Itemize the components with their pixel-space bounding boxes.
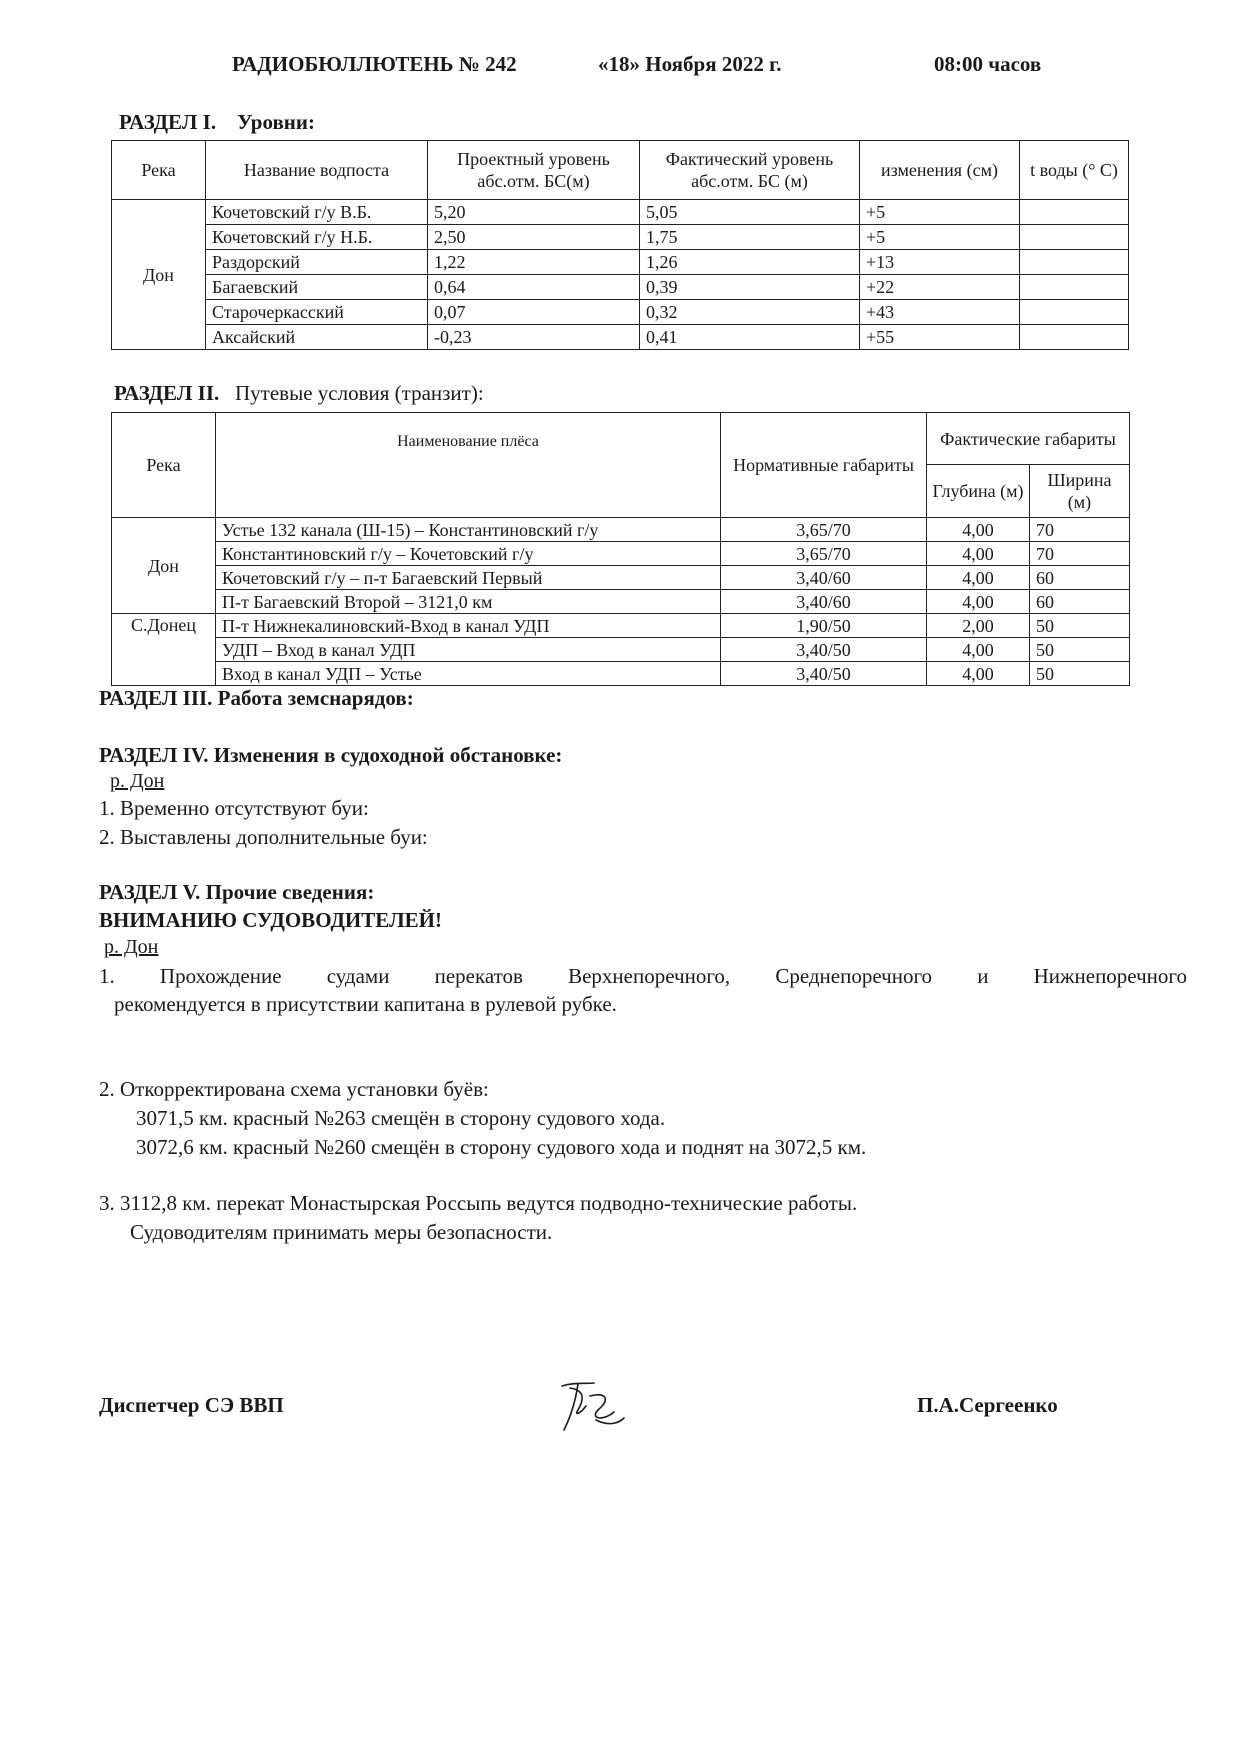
section2-title: РАЗДЕЛ II. Путевые условия (транзит): <box>114 381 484 405</box>
table-row: Раздорский 1,22 1,26 +13 <box>112 250 1129 275</box>
table-row: Дон Устье 132 канала (Ш-15) – Константиновский г/у 3,65/70 4,00 70 <box>112 518 1130 542</box>
col-design-level: Проектный уровень абс.отм. БС(м) <box>428 141 640 200</box>
notice-item-1: 1. Прохождение судами перекатов Верхнепоречного, Среднепоречного и Нижнепоречного <box>99 964 1187 988</box>
levels-table <box>111 140 1129 350</box>
transit-header-row <box>112 413 1130 465</box>
table-row: УДП – Вход в канал УДП 3,40/50 4,00 50 <box>112 638 1130 662</box>
table-row: Кочетовский г/у – п-т Багаевский Первый 3,40/60 4,00 60 <box>112 566 1130 590</box>
table-row: Кочетовский г/у Н.Б. 2,50 1,75 +5 <box>112 225 1129 250</box>
river-cell: С.Донец <box>112 614 216 686</box>
notice-item-1-cont: рекомендуется в присутствии капитана в рулевой рубке. <box>114 992 617 1016</box>
table-row: Вход в канал УДП – Устье 3,40/50 4,00 50 <box>112 662 1130 686</box>
col-river: Река <box>112 141 206 200</box>
col-water-temp: t воды (° С) <box>1020 141 1129 200</box>
table-row: Старочеркасский 0,07 0,32 +43 <box>112 300 1129 325</box>
col-normative: Нормативные габариты <box>721 413 927 518</box>
col-actual-dimensions: Фактические габариты <box>927 413 1130 465</box>
transit-table <box>111 412 1130 686</box>
table-row: Аксайский -0,23 0,41 +55 <box>112 325 1129 350</box>
signature <box>552 1376 632 1438</box>
river-cell: Дон <box>112 200 206 350</box>
section1-title: РАЗДЕЛ I. Уровни: <box>119 110 315 134</box>
table-row: Багаевский 0,64 0,39 +22 <box>112 275 1129 300</box>
list-item: 1. Временно отсутствуют буи: <box>99 796 369 820</box>
table-row: П-т Багаевский Второй – 3121,0 км 3,40/60 4,00 60 <box>112 590 1130 614</box>
notice-item-3: 3. 3112,8 км. перекат Монастырская Россыпь ведутся подводно-технические работы. <box>99 1191 858 1215</box>
signature-scribble <box>552 1376 632 1438</box>
section4-river: р. Дон <box>110 770 165 792</box>
dispatcher-name: П.А.Сергеенко <box>917 1393 1058 1417</box>
notice-item-2: 2. Откорректирована схема установки буёв: <box>99 1077 489 1101</box>
river-cell: Дон <box>112 518 216 614</box>
attention-heading: ВНИМАНИЮ СУДОВОДИТЕЛЕЙ! <box>99 908 442 932</box>
section3-title: РАЗДЕЛ III. Работа земснарядов: <box>99 686 414 710</box>
notice-item-2-line-a: 3071,5 км. красный №263 смещён в сторону судового хода. <box>136 1106 666 1130</box>
col-actual-level: Фактический уровень абс.отм. БС (м) <box>640 141 860 200</box>
col-depth: Глубина (м) <box>927 465 1030 518</box>
bulletin-date: «18» Ноября 2022 г. <box>598 52 782 76</box>
levels-header-row <box>112 141 1129 200</box>
dispatcher-position: Диспетчер СЭ ВВП <box>99 1393 284 1417</box>
col-width: Ширина (м) <box>1030 465 1130 518</box>
table-row: Константиновский г/у – Кочетовский г/у 3,65/70 4,00 70 <box>112 542 1130 566</box>
table-row: Дон Кочетовский г/у В.Б. 5,20 5,05 +5 <box>112 200 1129 225</box>
notice-item-3-cont: Судоводителям принимать меры безопасности. <box>130 1220 553 1244</box>
bulletin-time: 08:00 часов <box>934 52 1042 76</box>
section5-river: р. Дон <box>104 936 159 958</box>
table-row: С.Донец П-т Нижнекалиновский-Вход в канал УДП 1,90/50 2,00 50 <box>112 614 1130 638</box>
section5-title: РАЗДЕЛ V. Прочие сведения: <box>99 880 375 904</box>
list-item: 2. Выставлены дополнительные буи: <box>99 825 428 849</box>
bulletin-number: РАДИОБЮЛЛЮТЕНЬ № 242 <box>232 52 517 76</box>
col-stretch: Наименование плёса <box>216 413 721 518</box>
notice-item-2-line-b: 3072,6 км. красный №260 смещён в сторону судового хода и поднят на 3072,5 км. <box>136 1135 867 1159</box>
col-river: Река <box>112 413 216 518</box>
col-change: изменения (см) <box>860 141 1020 200</box>
bulletin-title <box>232 52 517 77</box>
section4-title: РАЗДЕЛ IV. Изменения в судоходной обстановке: <box>99 743 563 767</box>
col-post-name: Название водпоста <box>206 141 428 200</box>
